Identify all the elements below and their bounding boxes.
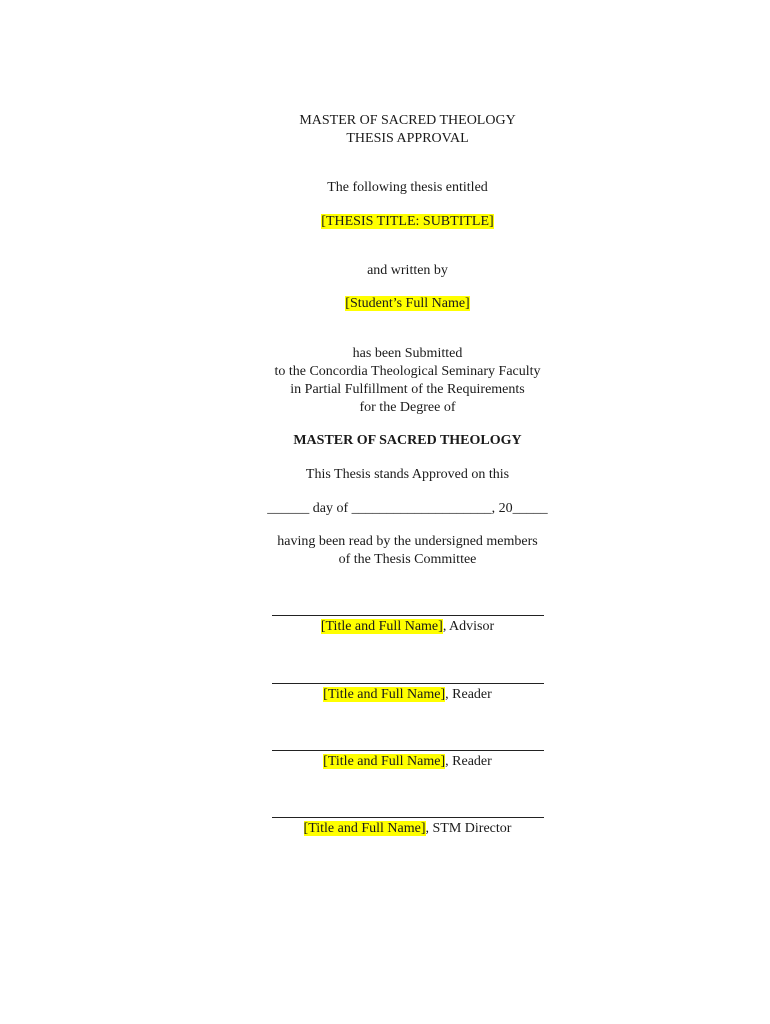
signature-role: , Reader xyxy=(445,687,492,702)
signature-label-advisor xyxy=(0,618,770,636)
committee-line-2: of the Thesis Committee xyxy=(338,552,477,567)
signature-role: , Advisor xyxy=(442,619,495,634)
signature-line-advisor xyxy=(272,615,544,616)
student-name-row xyxy=(0,295,770,313)
degree-title: MASTER OF SACRED THEOLOGY xyxy=(293,433,522,448)
submitted-line-3: in Partial Fulfillment of the Requirements xyxy=(290,382,525,397)
thesis-title-row xyxy=(0,213,770,231)
header-title-line-2: THESIS APPROVAL xyxy=(346,131,469,146)
signature-role: , STM Director xyxy=(425,821,512,836)
submitted-line-1: has been Submitted xyxy=(352,346,463,361)
signature-line-stm-director xyxy=(272,817,544,818)
committee-line-1: having been read by the undersigned members xyxy=(277,534,538,549)
signature-name-placeholder: [Title and Full Name] xyxy=(323,687,446,702)
signature-name-placeholder: [Title and Full Name] xyxy=(320,619,443,634)
signature-role: , Reader xyxy=(445,754,492,769)
signature-name-placeholder: [Title and Full Name] xyxy=(323,754,446,769)
signature-label-reader-1 xyxy=(0,686,770,704)
date-line: ______ day of ____________________, 20_____ xyxy=(267,501,548,516)
thesis-title-placeholder: [THESIS TITLE: SUBTITLE] xyxy=(321,214,494,229)
signature-label-reader-2 xyxy=(0,753,770,771)
student-name-placeholder: [Student’s Full Name] xyxy=(345,296,470,311)
signature-label-stm-director xyxy=(0,820,770,838)
written-by-text: and written by xyxy=(367,263,448,278)
submitted-line-4: for the Degree of xyxy=(359,400,456,415)
intro-text: The following thesis entitled xyxy=(327,180,488,195)
approved-line: This Thesis stands Approved on this xyxy=(305,467,510,482)
signature-line-reader-2 xyxy=(272,750,544,751)
signature-line-reader-1 xyxy=(272,683,544,684)
signature-name-placeholder: [Title and Full Name] xyxy=(303,821,426,836)
submitted-line-2: to the Concordia Theological Seminary Faculty xyxy=(274,364,541,379)
header-title-line-1: MASTER OF SACRED THEOLOGY xyxy=(299,113,516,128)
